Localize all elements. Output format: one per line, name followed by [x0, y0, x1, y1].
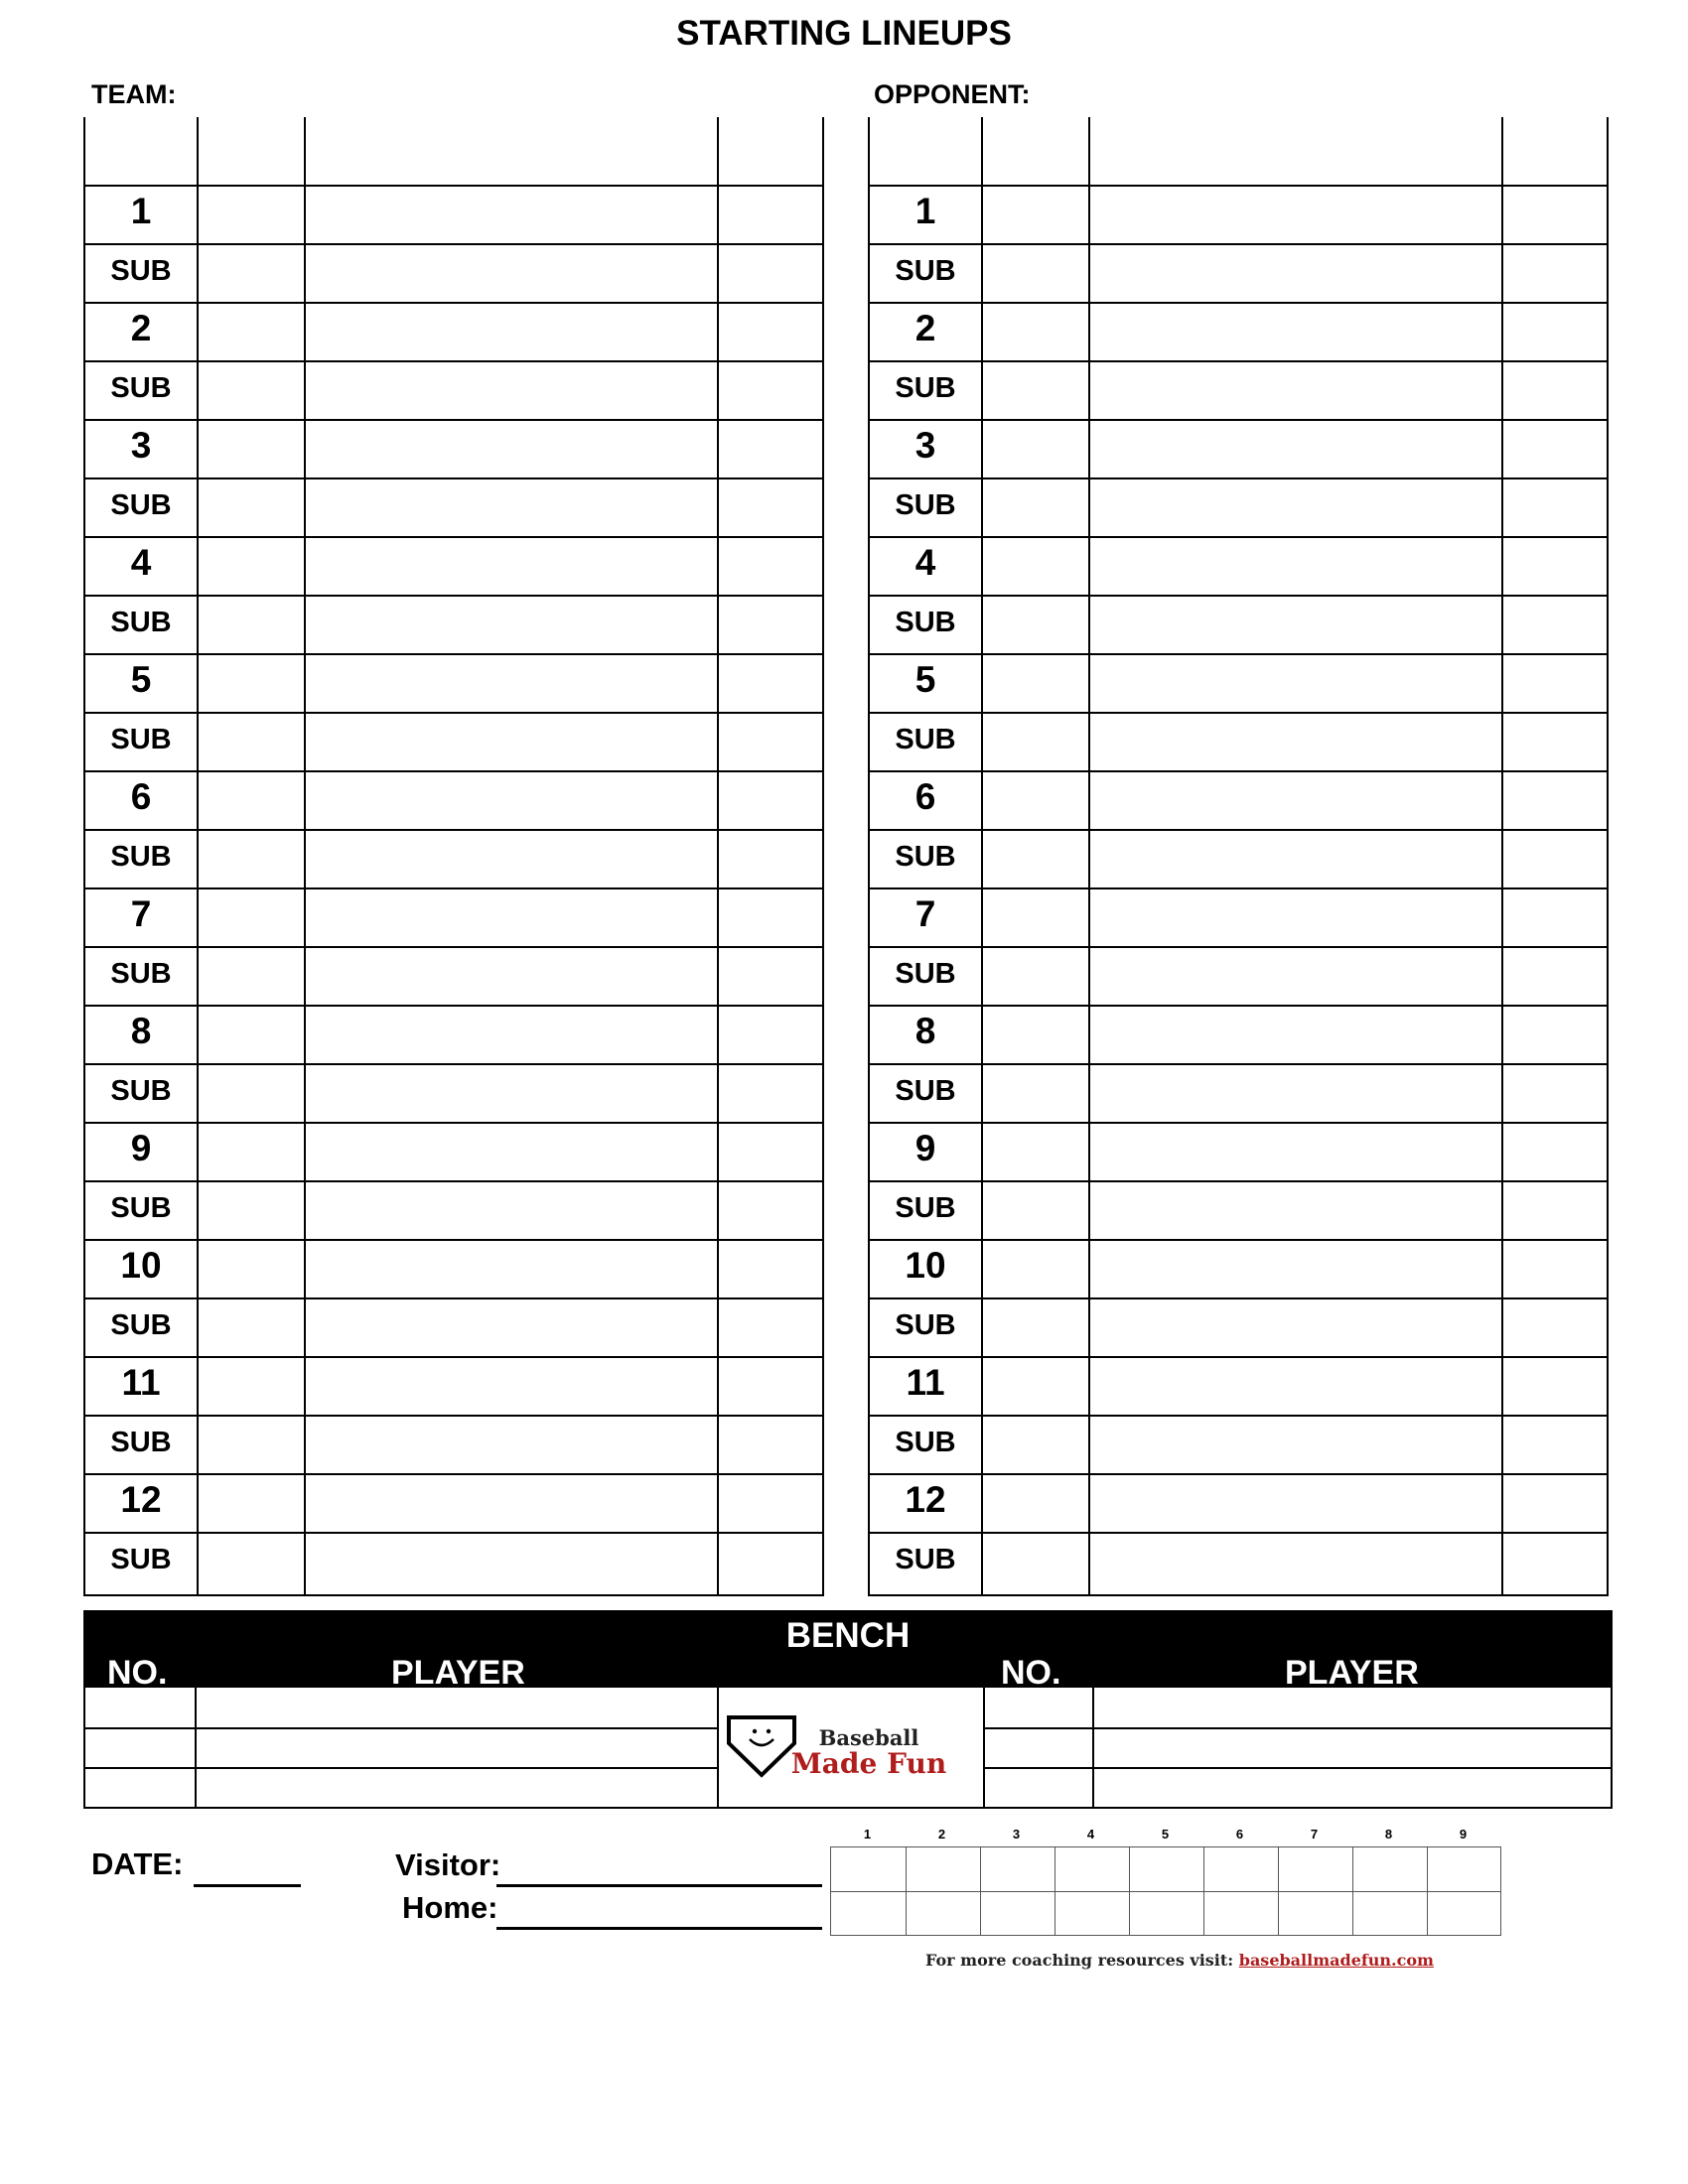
svg-text:Baseball: Baseball	[818, 1725, 919, 1750]
opponent-sub-label: SUB	[895, 607, 956, 638]
team-slot-number: 7	[130, 893, 152, 934]
team-sub-label: SUB	[110, 1075, 172, 1107]
home-label: Home:	[402, 1890, 498, 1925]
inning-number: 4	[1086, 1827, 1095, 1842]
date-field[interactable]	[194, 1884, 301, 1887]
resources-text: For more coaching resources visit:	[925, 1951, 1239, 1970]
inning-number: 5	[1161, 1827, 1170, 1842]
opponent-slot-number: 9	[914, 1128, 936, 1168]
team-sub-label: SUB	[110, 1544, 172, 1575]
inning-number: 8	[1384, 1827, 1393, 1842]
bench-right-no-header: NO.	[1001, 1654, 1061, 1692]
home-plate-smiley-icon	[719, 1709, 1066, 1783]
opponent-sub-label: SUB	[895, 958, 956, 990]
bench-left-player-header: PLAYER	[391, 1654, 525, 1692]
opponent-slot-number: 5	[914, 659, 936, 700]
inning-number: 3	[1012, 1827, 1021, 1842]
team-slot-number: 8	[130, 1011, 152, 1051]
opponent-sub-label: SUB	[895, 724, 956, 755]
team-slot-number: 2	[130, 308, 152, 348]
opponent-slot-number: 11	[906, 1362, 945, 1403]
opponent-slot-number: 12	[905, 1479, 946, 1520]
opponent-slot-number: 7	[914, 893, 936, 934]
opponent-slot-number: 10	[905, 1245, 946, 1286]
opponent-sub-label: SUB	[895, 1075, 956, 1107]
inning-number: 6	[1235, 1827, 1244, 1842]
inning-number: 7	[1310, 1827, 1319, 1842]
opponent-sub-label: SUB	[895, 255, 956, 287]
team-sub-label: SUB	[110, 372, 172, 404]
team-slot-number: 4	[130, 542, 152, 583]
opponent-label: OPPONENT:	[874, 79, 1031, 109]
opponent-slot-number: 3	[914, 425, 936, 466]
bench-right-player-header: PLAYER	[1285, 1654, 1419, 1692]
team-slot-number: 1	[130, 191, 152, 231]
team-sub-label: SUB	[110, 1427, 172, 1458]
opponent-sub-label: SUB	[895, 1427, 956, 1458]
bench-header	[85, 1612, 1611, 1692]
opponent-sub-label: SUB	[895, 1544, 956, 1575]
team-slot-number: 12	[120, 1479, 162, 1520]
inning-number: 2	[937, 1827, 946, 1842]
team-label: TEAM:	[91, 79, 177, 109]
opponent-slot-number: 4	[914, 542, 936, 583]
baseball-made-fun-logo	[719, 1709, 1066, 1783]
team-sub-label: SUB	[110, 1309, 172, 1341]
opponent-sub-label: SUB	[895, 1309, 956, 1341]
opponent-sub-label: SUB	[895, 1192, 956, 1224]
visitor-label: Visitor:	[395, 1847, 501, 1882]
team-slot-number: 9	[130, 1128, 152, 1168]
page-title: STARTING LINEUPS	[676, 14, 1012, 53]
home-field[interactable]	[496, 1927, 822, 1930]
inning-number: 1	[863, 1827, 872, 1842]
team-sub-label: SUB	[110, 607, 172, 638]
resources-note	[925, 1951, 1434, 1970]
team-slot-number: 5	[130, 659, 152, 700]
opponent-slot-number: 8	[914, 1011, 936, 1051]
inning-number: 9	[1459, 1827, 1468, 1842]
team-sub-label: SUB	[110, 958, 172, 990]
team-sub-label: SUB	[110, 489, 172, 521]
team-sub-label: SUB	[110, 724, 172, 755]
team-slot-number: 10	[120, 1245, 162, 1286]
bench-table[interactable]	[83, 1610, 1613, 1809]
team-lineup-grid[interactable]	[83, 117, 824, 1596]
bench-left-no-header: NO.	[107, 1654, 168, 1692]
opponent-sub-label: SUB	[895, 372, 956, 404]
bench-title: BENCH	[785, 1616, 911, 1655]
opponent-slot-number: 1	[914, 191, 936, 231]
team-slot-number: 6	[130, 776, 152, 817]
svg-text:Made Fun: Made Fun	[790, 1747, 947, 1780]
team-sub-label: SUB	[110, 255, 172, 287]
opponent-sub-label: SUB	[895, 841, 956, 873]
opponent-slot-number: 2	[914, 308, 936, 348]
resources-link[interactable]: baseballmadefun.com	[1238, 1951, 1434, 1970]
opponent-sub-label: SUB	[895, 489, 956, 521]
team-sub-label: SUB	[110, 841, 172, 873]
team-sub-label: SUB	[110, 1192, 172, 1224]
opponent-slot-number: 6	[914, 776, 936, 817]
visitor-field[interactable]	[496, 1884, 822, 1887]
opponent-lineup-grid[interactable]	[868, 117, 1609, 1596]
team-slot-number: 3	[130, 425, 152, 466]
team-slot-number: 11	[121, 1362, 161, 1403]
date-label: DATE:	[91, 1846, 184, 1881]
